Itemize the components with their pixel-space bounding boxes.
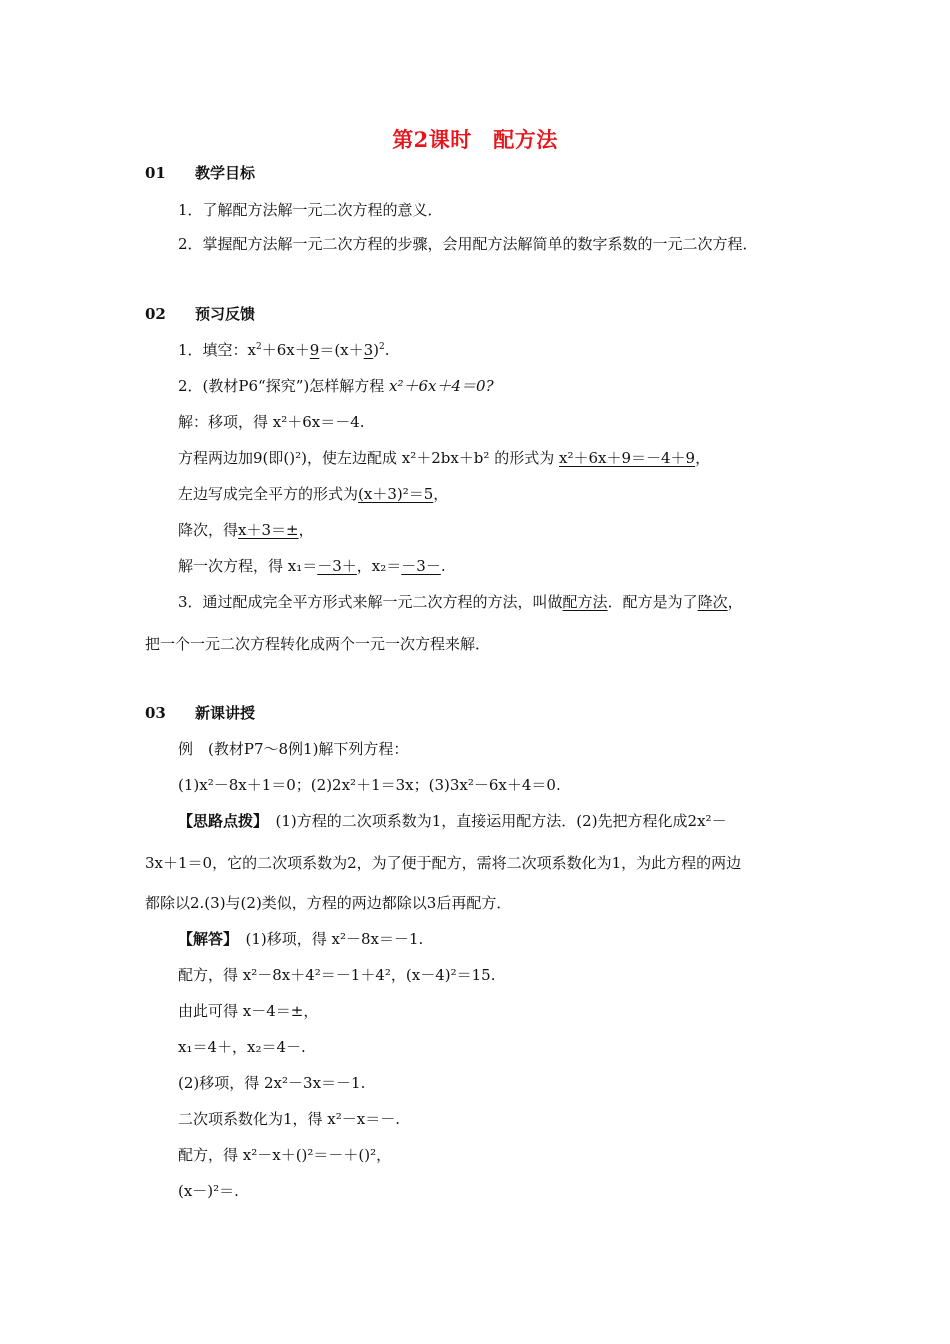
equation: x²＋6x＋4＝0? [389, 377, 494, 395]
example-equations: (1)x²－8x＋1＝0；(2)2x²＋1＝3x；(3)3x²－6x＋4＝0. [178, 776, 561, 794]
hint-line-2: 3x＋1＝0，它的二次项系数为2，为了便于配方，需将二次项系数化为1，为此方程的两边 [145, 854, 742, 872]
section-label: 新课讲授 [195, 704, 256, 722]
text: (1)移项，得 x²－8x＝－1. [230, 930, 424, 948]
answer-line-3: 由此可得 x－4＝±， [178, 1002, 319, 1020]
section-label: 预习反馈 [195, 305, 256, 323]
answer-line-8: (x－)²＝. [178, 1182, 239, 1200]
page-title: 第2课时 配方法 [392, 127, 558, 152]
section-label: 教学目标 [195, 164, 256, 182]
hint-label: 【思路点拨】 [178, 812, 261, 830]
hint-line-3: 都除以2.(3)与(2)类似，方程的两边都除以3后再配方． [145, 894, 512, 912]
text: 2．(教材P6“探究”)怎样解方程 [178, 377, 385, 395]
answer-blank: －3－ [401, 557, 441, 575]
answer-line-7: 配方，得 x²－x＋()²＝－＋()²， [178, 1146, 392, 1164]
answer-line-1 [178, 929, 423, 949]
text: ， [433, 485, 449, 503]
text: 解一次方程，得 x₁＝ [178, 557, 318, 575]
section-number: 03 [145, 704, 166, 722]
preview-question-2 [178, 376, 494, 396]
answer-blank: 配方法 [562, 593, 608, 611]
answer-line-4: x₁＝4＋，x₂＝4－. [178, 1038, 306, 1056]
answer-blank: 9 [309, 341, 320, 359]
example-heading: 例 (教材P7～8例1)解下列方程： [178, 740, 409, 758]
answer-blank: x＋3＝± [238, 521, 299, 539]
answer-line-2: 配方，得 x²－8x＋4²＝－1＋4²，(x－4)²＝15. [178, 966, 496, 984]
preview-question-3 [178, 592, 743, 612]
text: . [384, 341, 390, 359]
text: ＝(x＋ [319, 341, 364, 359]
preview-question-3-cont: 把一个一元二次方程转化成两个一元一次方程来解． [145, 635, 491, 653]
text: ，x₂＝ [356, 557, 402, 575]
text: ．配方是为了 [607, 593, 698, 611]
text: ， [727, 593, 743, 611]
answer-blank: x²＋6x＋9＝－4＋9 [558, 449, 696, 467]
answer-line-5: (2)移项，得 2x²－3x＝－1. [178, 1074, 366, 1092]
text: ＋6x＋ [261, 341, 310, 359]
text: ， [298, 521, 314, 539]
solution-step-3 [178, 484, 448, 504]
text: 方程两边加9(即()²)，使左边配成 x²＋2bx＋b² 的形式为 [178, 449, 555, 467]
text: 1．填空：x [178, 341, 257, 359]
section-heading-02 [145, 304, 255, 324]
solution-step-1: 解：移项，得 x²＋6x＝－4. [178, 413, 365, 431]
hint-line-1 [178, 811, 727, 831]
solution-step-2 [178, 448, 710, 468]
text: ) [373, 341, 380, 359]
text: 降次，得 [178, 521, 239, 539]
solution-step-4 [178, 520, 314, 540]
section-number: 01 [145, 164, 166, 182]
solution-step-5 [178, 556, 446, 576]
answer-blank: －3＋ [317, 557, 357, 575]
preview-question-1: 1．填空：$x^2+6x+9=(x+3)^2$. [178, 341, 390, 359]
answer-blank: 降次 [697, 593, 728, 611]
answer-blank: 3 [363, 341, 374, 359]
answer-line-6: 二次项系数化为1，得 x²－x＝－. [178, 1110, 401, 1128]
answer-label: 【解答】 [178, 930, 231, 948]
text: . [440, 557, 446, 575]
objective-1: 1．了解配方法解一元二次方程的意义． [178, 201, 443, 219]
text: 左边写成完全平方的形式为 [178, 485, 359, 503]
objective-2: 2．掌握配方法解一元二次方程的步骤，会用配方法解简单的数字系数的一元二次方程． [178, 235, 758, 253]
text: ， [695, 449, 711, 467]
text: (1)方程的二次项系数为1，直接运用配方法．(2)先把方程化成2x²－ [260, 812, 727, 830]
section-heading-03 [145, 703, 255, 723]
answer-blank: (x＋3)²＝5 [358, 485, 434, 503]
section-number: 02 [145, 305, 166, 323]
text: 3．通过配成完全平方形式来解一元二次方程的方法，叫做 [178, 593, 563, 611]
section-heading-01 [145, 163, 255, 183]
